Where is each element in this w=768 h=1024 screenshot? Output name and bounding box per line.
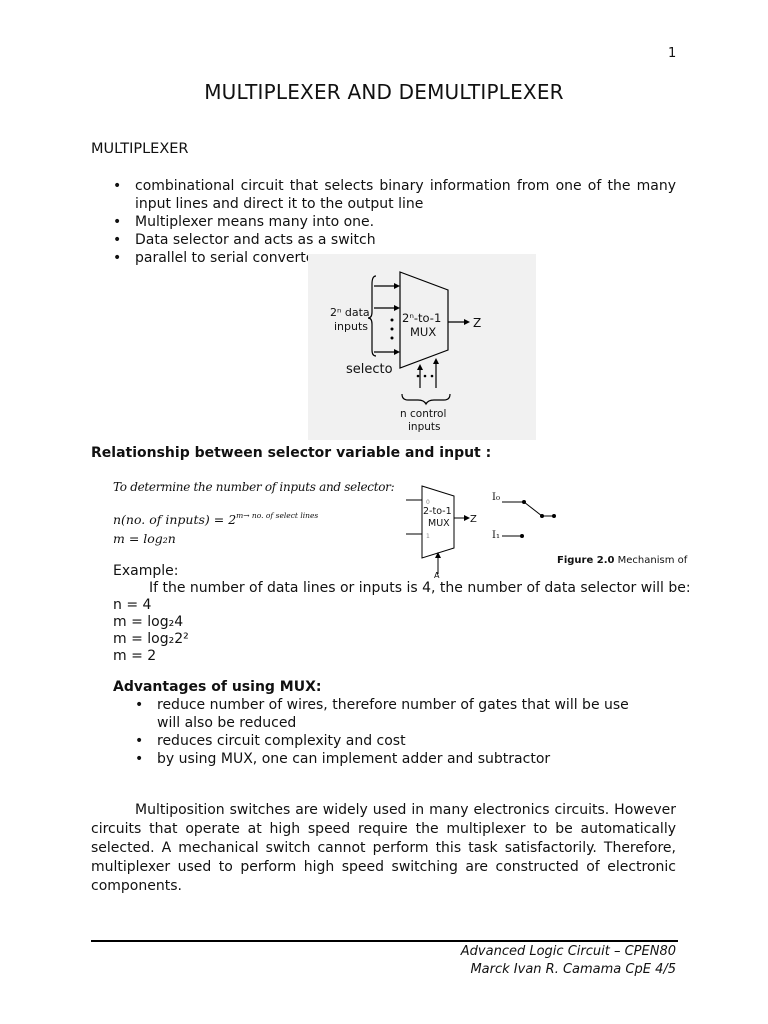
example-line: m = log₂4 — [113, 614, 184, 630]
example-statement: If the number of data lines or inputs is 4, the number of data selector will be: — [149, 580, 691, 596]
figure-2-caption-number: Figure 2.0 — [557, 555, 615, 566]
body-paragraph: Multiposition switches are widely used in many electronics circuits. However circuits that operate at high speed require the multiplexer to be automatically selected. A mechanical switch cannot perform this task satisfactorily. Therefore, multiplexer used to perform high speed switching are constructed of electronic components. — [91, 802, 676, 894]
switch-contact — [540, 514, 544, 518]
small-mux-output-label: Z — [470, 514, 477, 525]
mux-block-label: 2ⁿ-to-1 — [402, 311, 442, 325]
switch-input-0-label: I₀ — [492, 492, 500, 503]
control-brace — [402, 394, 450, 404]
switch-contact — [522, 500, 526, 504]
switch-contact — [552, 514, 556, 518]
footer-course: Advanced Logic Circuit – CPEN80 — [460, 944, 676, 959]
switch-input-1-label: I₁ — [492, 530, 500, 541]
ellipsis-dot — [391, 328, 394, 331]
example-line: n = 4 — [113, 597, 152, 613]
ellipsis-dot — [424, 375, 427, 378]
advantages-list — [113, 696, 653, 768]
arrowhead — [435, 552, 441, 558]
page-number: 1 — [668, 46, 677, 61]
mux-block-diagram — [308, 254, 536, 440]
definition-bullet: • parallel to serial converter — [91, 249, 676, 267]
document-title: MULTIPLEXER AND DEMULTIPLEXER — [204, 80, 564, 104]
small-mux-label: MUX — [428, 518, 450, 529]
control-inputs-label: n control — [400, 408, 447, 420]
small-mux-input-1: 1 — [426, 533, 430, 540]
ellipsis-dot — [431, 375, 434, 378]
ellipsis-dot — [417, 375, 420, 378]
footer-author: Marck Ivan R. Camama CpE 4/5 — [470, 962, 676, 977]
switch-contact — [520, 534, 524, 538]
arrowhead — [433, 358, 439, 364]
definition-bullet: • Data selector and acts as a switch — [91, 231, 676, 249]
advantage-item: • reduces circuit complexity and cost — [113, 732, 653, 750]
ellipsis-dot — [391, 337, 394, 340]
ellipsis-dot — [391, 319, 394, 322]
arrowhead — [417, 364, 423, 370]
formula-intro: To determine the number of inputs and selector: — [113, 480, 395, 494]
small-mux-select-label: A — [434, 571, 440, 578]
example-line: m = log₂2² — [113, 631, 189, 647]
arrowhead — [464, 319, 470, 325]
inputs-formula — [113, 512, 318, 527]
definition-bullet: • combinational circuit that selects binary information from one of the many input lines and direct it to the output line — [91, 177, 676, 213]
definition-bullet: • Multiplexer means many into one. — [91, 213, 676, 231]
footer-divider — [91, 940, 678, 942]
selector-label: selecto — [346, 362, 393, 377]
arrowhead — [394, 283, 400, 289]
section-heading-multiplexer: MULTIPLEXER — [91, 141, 189, 157]
figure-2-caption-text: Mechanism of — [614, 555, 688, 566]
output-label: Z — [473, 316, 482, 330]
relationship-heading: Relationship between selector variable and input : — [91, 445, 492, 461]
inputs-formula-main: n(no. of inputs) = 2 — [113, 512, 237, 527]
control-inputs-label: inputs — [408, 421, 441, 433]
example-label: Example: — [113, 563, 179, 579]
example-block — [113, 563, 691, 665]
arrowhead — [394, 349, 400, 355]
example-line: m = 2 — [113, 648, 157, 664]
inputs-formula-exponent: m→ no. of select lines — [236, 511, 319, 520]
data-inputs-label: 2ⁿ data — [330, 306, 370, 319]
small-mux-label: 2-to-1 — [423, 506, 452, 517]
advantages-heading: Advantages of using MUX: — [113, 679, 322, 695]
arrowhead — [394, 305, 400, 311]
m-formula: m = log₂n — [113, 531, 176, 546]
small-mux-input-0: 0 — [426, 499, 430, 506]
advantage-item: • reduce number of wires, therefore number of gates that will be use will also be reduced — [113, 696, 653, 732]
advantage-item: • by using MUX, one can implement adder and subtractor — [113, 750, 653, 768]
switch-blade — [524, 502, 542, 516]
mux-block-label: MUX — [410, 325, 437, 339]
data-inputs-label: inputs — [334, 320, 369, 333]
